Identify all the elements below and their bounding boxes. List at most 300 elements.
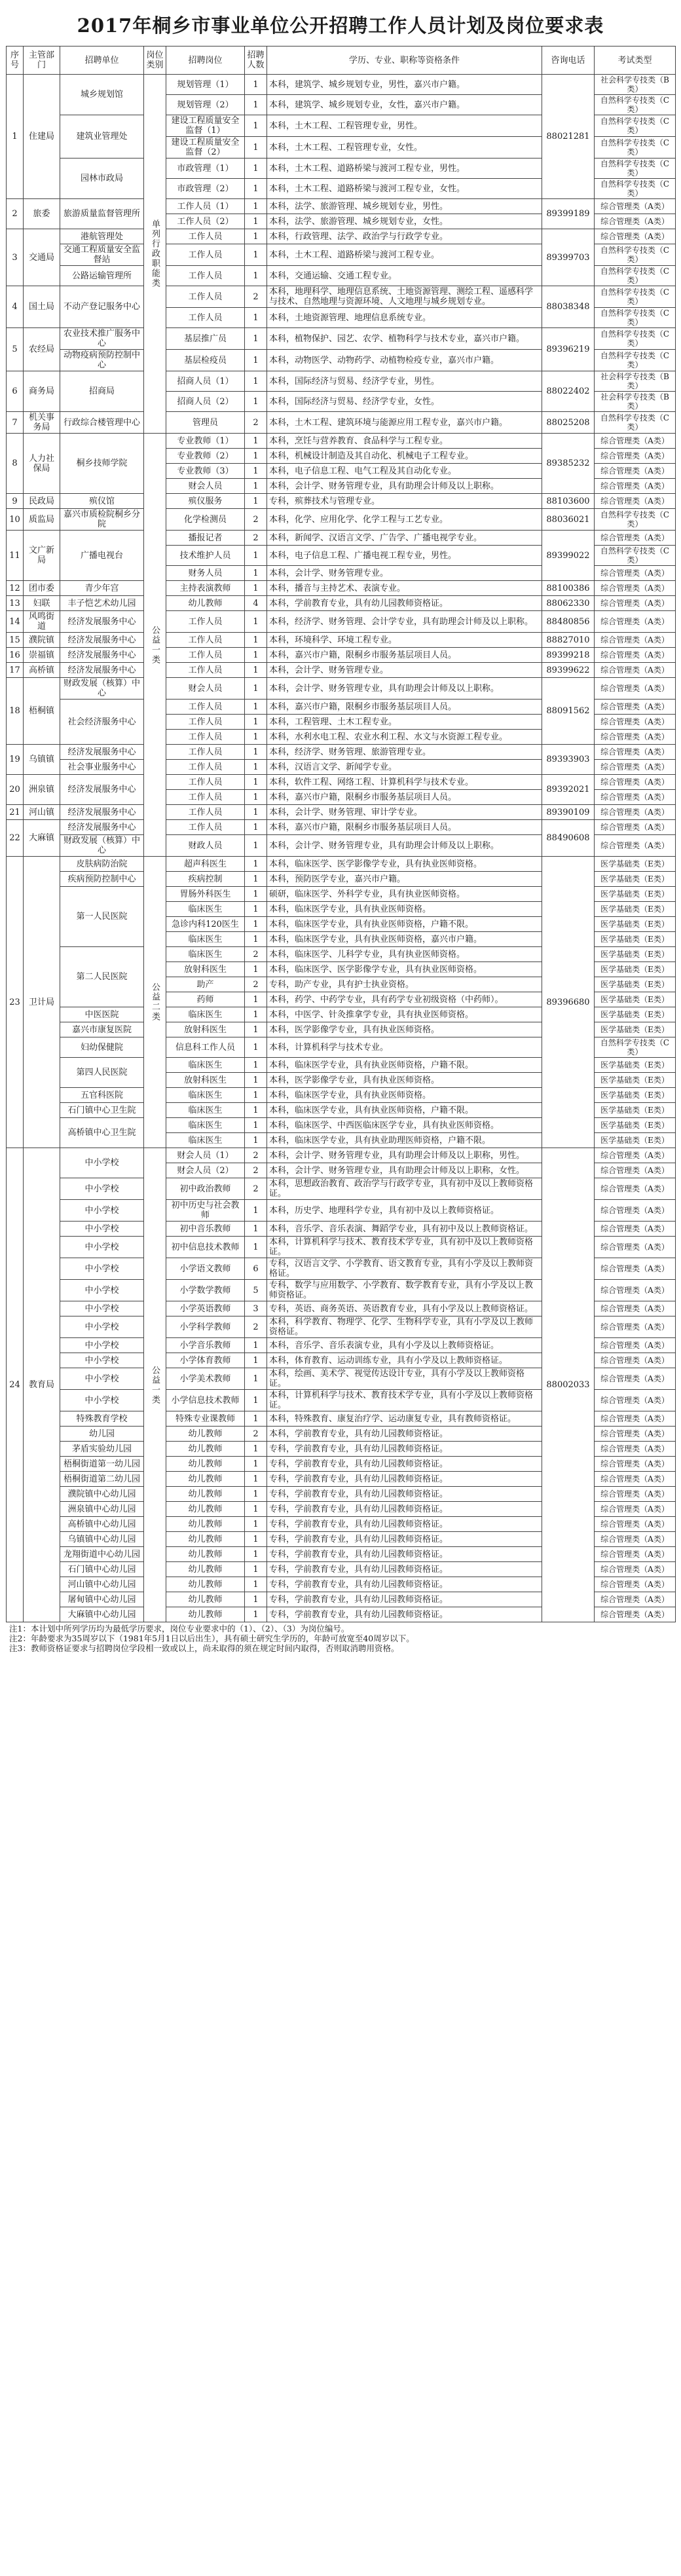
post-cell: 幼儿教师: [166, 1517, 245, 1532]
count-cell: 1: [245, 159, 267, 179]
exam-cell: 自然科学专技类（C类）: [595, 308, 676, 328]
header-category: 岗位类别: [144, 47, 166, 75]
requirements-cell: 本科，嘉兴市户籍，限桐乡市服务基层项目人员。: [267, 790, 542, 805]
count-cell: 1: [245, 678, 267, 700]
exam-cell: 医学基础类（E类）: [595, 1118, 676, 1133]
header-exam: 考试类型: [595, 47, 676, 75]
post-cell: 财会人员: [166, 479, 245, 494]
phone-cell: 89396219: [542, 328, 595, 371]
post-cell: 技术维护人员: [166, 546, 245, 566]
table-row: [7, 633, 676, 648]
count-cell: 1: [245, 1577, 267, 1592]
phone-cell: 88490608: [542, 820, 595, 857]
table-row: [7, 648, 676, 663]
seq-cell: 2: [7, 199, 24, 229]
requirements-cell: 本科，药学、中药学专业，具有药学专业初级资格（中药师）。: [267, 992, 542, 1007]
exam-cell: 医学基础类（E类）: [595, 857, 676, 872]
post-cell: 幼儿教师: [166, 1457, 245, 1472]
requirements-cell: 专科，学前教育专业，具有幼儿园教师资格证。: [267, 1562, 542, 1577]
exam-cell: 综合管理类（A类）: [595, 1237, 676, 1258]
count-cell: 1: [245, 1502, 267, 1517]
unit-cell: 中小学校: [60, 1280, 144, 1301]
table-row: [7, 434, 676, 449]
post-cell: 临床医生: [166, 1103, 245, 1118]
table-header-row: [7, 47, 676, 75]
count-cell: 1: [245, 115, 267, 137]
exam-cell: 医学基础类（E类）: [595, 1133, 676, 1148]
seq-cell: 10: [7, 509, 24, 531]
post-cell: 播报记者: [166, 531, 245, 546]
exam-cell: 综合管理类（A类）: [595, 745, 676, 760]
post-cell: 市政管理（2）: [166, 179, 245, 199]
table-row: [7, 857, 676, 872]
dept-cell: 农经局: [24, 328, 60, 371]
phone-cell: 88103600: [542, 494, 595, 509]
post-cell: 建设工程质量安全监督（1）: [166, 115, 245, 137]
count-cell: 1: [245, 1237, 267, 1258]
phone-cell: 89390109: [542, 805, 595, 820]
dept-cell: 濮院镇: [24, 633, 60, 648]
count-cell: 1: [245, 1472, 267, 1487]
table-row: [7, 611, 676, 633]
dept-cell: 国土局: [24, 286, 60, 328]
requirements-cell: 本科，经济学、财务管理、会计学专业，具有助理会计师及以上职称。: [267, 611, 542, 633]
header-dept: 主管部门: [24, 47, 60, 75]
count-cell: 1: [245, 1368, 267, 1390]
post-cell: 幼儿教师: [166, 1592, 245, 1607]
unit-cell: 桐乡技师学院: [60, 434, 144, 494]
count-cell: 2: [245, 509, 267, 531]
requirements-cell: 本科，临床医学、中西医临床医学专业，具有执业医师资格。: [267, 1118, 542, 1133]
requirements-cell: 本科，环境科学、环境工程专业。: [267, 633, 542, 648]
table-row: [7, 371, 676, 392]
unit-cell: 中小学校: [60, 1200, 144, 1222]
post-cell: 工作人员: [166, 715, 245, 730]
count-cell: 1: [245, 1517, 267, 1532]
exam-cell: 医学基础类（E类）: [595, 992, 676, 1007]
unit-cell: 中小学校: [60, 1353, 144, 1368]
count-cell: 1: [245, 835, 267, 857]
count-cell: 1: [245, 917, 267, 932]
unit-cell: 第二人民医院: [60, 947, 144, 1007]
count-cell: 1: [245, 244, 267, 266]
unit-cell: 中小学校: [60, 1148, 144, 1178]
exam-cell: 医学基础类（E类）: [595, 1103, 676, 1118]
count-cell: 1: [245, 745, 267, 760]
unit-cell: 五官科医院: [60, 1088, 144, 1103]
seq-cell: 22: [7, 820, 24, 857]
requirements-cell: 本科，化学、应用化学、化学工程与工艺专业。: [267, 509, 542, 531]
exam-cell: 综合管理类（A类）: [595, 1148, 676, 1163]
dept-cell: 团市委: [24, 581, 60, 596]
header-count: 招聘人数: [245, 47, 267, 75]
requirements-cell: 本科，土木工程、工程管理专业，男性。: [267, 115, 542, 137]
exam-cell: 医学基础类（E类）: [595, 887, 676, 902]
unit-cell: 疾病预防控制中心: [60, 872, 144, 887]
phone-cell: 88025208: [542, 412, 595, 434]
post-cell: 财会人员（1）: [166, 1148, 245, 1163]
requirements-cell: 本科，思想政治教育、政治学与行政学专业，具有初中及以上教师资格证。: [267, 1178, 542, 1200]
count-cell: 1: [245, 663, 267, 678]
requirements-cell: 本科，建筑学、城乡规划专业，男性，嘉兴市户籍。: [267, 75, 542, 95]
count-cell: 1: [245, 1411, 267, 1427]
requirements-cell: 本科，科学教育、物理学、化学、生物科学专业，具有小学及以上教师资格证。: [267, 1316, 542, 1338]
footnote: 注1：本计划中所列学历均为最低学历要求，岗位专业要求中的（1）、（2）、（3）为岗位编号。: [9, 1624, 350, 1633]
exam-cell: 自然科学专技类（C类）: [595, 546, 676, 566]
post-cell: 幼儿教师: [166, 1547, 245, 1562]
exam-cell: 自然科学专技类（C类）: [595, 1037, 676, 1058]
post-cell: 工作人员: [166, 266, 245, 286]
requirements-cell: 本科，医学影像学专业，具有执业医师资格。: [267, 1022, 542, 1037]
requirements-cell: 本科，临床医学专业，具有执业医师资格，户籍不限。: [267, 1103, 542, 1118]
phone-cell: 89399189: [542, 199, 595, 229]
seq-cell: 21: [7, 805, 24, 820]
post-cell: 幼儿教师: [166, 1487, 245, 1502]
exam-cell: 医学基础类（E类）: [595, 977, 676, 992]
phone-cell: 88022402: [542, 371, 595, 412]
dept-cell: 商务局: [24, 371, 60, 412]
unit-cell: 经济发展服务中心: [60, 745, 144, 760]
count-cell: 5: [245, 1280, 267, 1301]
count-cell: 1: [245, 932, 267, 947]
unit-cell: 大麻镇中心幼儿园: [60, 1607, 144, 1622]
post-cell: 工作人员: [166, 775, 245, 790]
seq-cell: 16: [7, 648, 24, 663]
count-cell: 1: [245, 760, 267, 775]
count-cell: 2: [245, 977, 267, 992]
requirements-cell: 本科，学前教育专业，具有幼儿园教师资格证。: [267, 1427, 542, 1442]
requirements-cell: 专科，学前教育专业，具有幼儿园教师资格证。: [267, 1532, 542, 1547]
requirements-cell: 本科，机械设计制造及其自动化、机械电子工程专业。: [267, 449, 542, 464]
exam-cell: 综合管理类（A类）: [595, 715, 676, 730]
seq-cell: 6: [7, 371, 24, 412]
exam-cell: 自然科学专技类（C类）: [595, 159, 676, 179]
requirements-cell: 专科，学前教育专业，具有幼儿园教师资格证。: [267, 1502, 542, 1517]
post-cell: 工作人员: [166, 648, 245, 663]
post-cell: 工作人员（2）: [166, 214, 245, 229]
seq-cell: 12: [7, 581, 24, 596]
exam-cell: 综合管理类（A类）: [595, 1562, 676, 1577]
requirements-cell: 本科，临床医学专业，具有执业医师资格，户籍不限。: [267, 917, 542, 932]
unit-cell: 妇幼保健院: [60, 1037, 144, 1058]
unit-cell: 中小学校: [60, 1301, 144, 1316]
requirements-cell: 本科，计算机科学与技术、教育技术学专业，具有初中及以上教师资格证。: [267, 1237, 542, 1258]
post-cell: 基层检疫员: [166, 350, 245, 371]
post-cell: 幼儿教师: [166, 1562, 245, 1577]
requirements-cell: 本科，音乐学、音乐表演专业，具有小学及以上教师资格证。: [267, 1338, 542, 1353]
requirements-cell: 本科，会计学、财务管理专业，具有助理会计师及以上职称。: [267, 835, 542, 857]
post-cell: 药师: [166, 992, 245, 1007]
count-cell: 1: [245, 308, 267, 328]
seq-cell: 23: [7, 857, 24, 1148]
unit-cell: 嘉兴市质检院桐乡分院: [60, 509, 144, 531]
requirements-cell: 本科，计算机科学与技术、教育技术学专业，具有小学及以上教师资格证。: [267, 1390, 542, 1411]
post-cell: 专业教师（1）: [166, 434, 245, 449]
post-cell: 超声科医生: [166, 857, 245, 872]
post-cell: 工作人员: [166, 700, 245, 715]
unit-cell: 殡仪馆: [60, 494, 144, 509]
count-cell: 1: [245, 648, 267, 663]
exam-cell: 综合管理类（A类）: [595, 229, 676, 244]
requirements-cell: 专科，英语、商务英语、英语教育专业，具有小学及以上教师资格证。: [267, 1301, 542, 1316]
post-cell: 幼儿教师: [166, 1442, 245, 1457]
count-cell: 1: [245, 805, 267, 820]
count-cell: 1: [245, 1487, 267, 1502]
post-cell: 财会人员（2）: [166, 1163, 245, 1178]
count-cell: 1: [245, 1353, 267, 1368]
count-cell: 1: [245, 464, 267, 479]
count-cell: 1: [245, 1442, 267, 1457]
exam-cell: 综合管理类（A类）: [595, 611, 676, 633]
post-cell: 殡仪服务: [166, 494, 245, 509]
count-cell: 4: [245, 596, 267, 611]
post-cell: 工作人员: [166, 663, 245, 678]
phone-cell: 89392021: [542, 775, 595, 805]
requirements-cell: 本科，烹饪与营养教育、食品科学与工程专业。: [267, 434, 542, 449]
phone-cell: 89399022: [542, 531, 595, 581]
category-cell: 公益二类: [144, 857, 166, 1148]
post-cell: 临床医生: [166, 1088, 245, 1103]
dept-cell: 妇联: [24, 596, 60, 611]
post-cell: 信息科工作人员: [166, 1037, 245, 1058]
dept-cell: 风鸣街道: [24, 611, 60, 633]
requirements-cell: 专科，学前教育专业，具有幼儿园教师资格证。: [267, 1517, 542, 1532]
post-cell: 工作人员: [166, 244, 245, 266]
requirements-cell: 本科，工程管理、土木工程专业。: [267, 715, 542, 730]
post-cell: 财会人员: [166, 678, 245, 700]
requirements-cell: 本科，交通运输、交通工程专业。: [267, 266, 542, 286]
table-row: [7, 820, 676, 835]
requirements-cell: 本科，临床医学、儿科学专业，具有执业医师资格。: [267, 947, 542, 962]
count-cell: 2: [245, 1427, 267, 1442]
unit-cell: 交通工程质量安全监督站: [60, 244, 144, 266]
requirements-cell: 专科，学前教育专业，具有幼儿园教师资格证。: [267, 1472, 542, 1487]
count-cell: 1: [245, 1118, 267, 1133]
unit-cell: 不动产登记服务中心: [60, 286, 144, 328]
requirements-cell: 本科，土木工程、道路桥梁与渡河工程专业，男性。: [267, 159, 542, 179]
exam-cell: 综合管理类（A类）: [595, 464, 676, 479]
post-cell: 招商人员（2）: [166, 392, 245, 412]
seq-cell: 18: [7, 678, 24, 745]
dept-cell: 教育局: [24, 1148, 60, 1622]
requirements-cell: 本科，特殊教育、康复治疗学、运动康复专业，具有教师资格证。: [267, 1411, 542, 1427]
requirements-cell: 本科，嘉兴市户籍，限桐乡市服务基层项目人员。: [267, 820, 542, 835]
table-row: [7, 509, 676, 531]
unit-cell: 经济发展服务中心: [60, 805, 144, 820]
exam-cell: 综合管理类（A类）: [595, 1280, 676, 1301]
requirements-cell: 本科，经济学、财务管理、旅游管理专业。: [267, 745, 542, 760]
exam-cell: 综合管理类（A类）: [595, 1338, 676, 1353]
post-cell: 规划管理（2）: [166, 95, 245, 115]
dept-cell: 交通局: [24, 229, 60, 286]
count-cell: 1: [245, 962, 267, 977]
count-cell: 1: [245, 730, 267, 745]
post-cell: 工作人员: [166, 633, 245, 648]
exam-cell: 医学基础类（E类）: [595, 1022, 676, 1037]
post-cell: 基层推广员: [166, 328, 245, 350]
unit-cell: 园林市政局: [60, 159, 144, 199]
unit-cell: 特殊教育学校: [60, 1411, 144, 1427]
requirements-cell: 专科，学前教育专业，具有幼儿园教师资格证。: [267, 1577, 542, 1592]
post-cell: 临床医生: [166, 1058, 245, 1073]
count-cell: 2: [245, 1148, 267, 1163]
unit-cell: 高桥镇中心卫生院: [60, 1118, 144, 1148]
seq-cell: 8: [7, 434, 24, 494]
unit-cell: 动物疫病预防控制中心: [60, 350, 144, 371]
post-cell: 临床医生: [166, 1118, 245, 1133]
exam-cell: 综合管理类（A类）: [595, 434, 676, 449]
requirements-cell: 本科，土木工程、工程管理专业，女性。: [267, 137, 542, 159]
exam-cell: 综合管理类（A类）: [595, 1163, 676, 1178]
unit-cell: 社会经济服务中心: [60, 700, 144, 745]
seq-cell: 4: [7, 286, 24, 328]
post-cell: 放射科医生: [166, 1073, 245, 1088]
seq-cell: 14: [7, 611, 24, 633]
exam-cell: 综合管理类（A类）: [595, 1368, 676, 1390]
requirements-cell: 专科，学前教育专业，具有幼儿园教师资格证。: [267, 1547, 542, 1562]
unit-cell: 青少年宫: [60, 581, 144, 596]
phone-cell: 88038348: [542, 286, 595, 328]
exam-cell: 医学基础类（E类）: [595, 962, 676, 977]
count-cell: 1: [245, 546, 267, 566]
requirements-cell: 本科，法学、旅游管理、城乡规划专业，女性。: [267, 214, 542, 229]
exam-cell: 自然科学专技类（C类）: [595, 266, 676, 286]
exam-cell: 社会科学专技类（B类）: [595, 371, 676, 392]
seq-cell: 7: [7, 412, 24, 434]
exam-cell: 综合管理类（A类）: [595, 566, 676, 581]
phone-cell: 88100386: [542, 581, 595, 596]
post-cell: 小学英语教师: [166, 1301, 245, 1316]
post-cell: 初中政治教师: [166, 1178, 245, 1200]
footnote: 注2：年龄要求为35周岁以下（1981年5月1日以后出生），具有硕士研究生学历的，年龄可放宽至40周岁以下。: [9, 1633, 414, 1643]
exam-cell: 综合管理类（A类）: [595, 531, 676, 546]
post-cell: 工作人员: [166, 820, 245, 835]
post-cell: 小学信息技术教师: [166, 1390, 245, 1411]
post-cell: 临床医生: [166, 932, 245, 947]
exam-cell: 综合管理类（A类）: [595, 1411, 676, 1427]
seq-cell: 9: [7, 494, 24, 509]
count-cell: 1: [245, 1058, 267, 1073]
table-row: [7, 328, 676, 350]
unit-cell: 洲泉镇中心幼儿园: [60, 1502, 144, 1517]
requirements-cell: 本科，学前教育专业，具有幼儿园教师资格证。: [267, 596, 542, 611]
header-requirements: 学历、专业、职称等资格条件: [267, 47, 542, 75]
seq-cell: 17: [7, 663, 24, 678]
phone-cell: 88062330: [542, 596, 595, 611]
table-row: [7, 805, 676, 820]
dept-cell: 人力社保局: [24, 434, 60, 494]
post-cell: 助产: [166, 977, 245, 992]
requirements-cell: 本科，会计学、财务管理专业。: [267, 663, 542, 678]
count-cell: 1: [245, 857, 267, 872]
count-cell: 2: [245, 1178, 267, 1200]
count-cell: 1: [245, 1607, 267, 1622]
post-cell: 小学数学教师: [166, 1280, 245, 1301]
exam-cell: 综合管理类（A类）: [595, 1316, 676, 1338]
requirements-cell: 本科，临床医学专业，具有执业医师资格，户籍不限。: [267, 1058, 542, 1073]
post-cell: 建设工程质量安全监督（2）: [166, 137, 245, 159]
exam-cell: 医学基础类（E类）: [595, 932, 676, 947]
dept-cell: 质监局: [24, 509, 60, 531]
post-cell: 初中信息技术教师: [166, 1237, 245, 1258]
table-row: [7, 678, 676, 700]
exam-cell: 综合管理类（A类）: [595, 1592, 676, 1607]
document-title: 2017年桐乡市事业单位公开招聘工作人员计划及岗位要求表: [77, 14, 604, 37]
unit-cell: 第四人民医院: [60, 1058, 144, 1088]
dept-cell: 梧桐镇: [24, 678, 60, 745]
post-cell: 急诊内科120医生: [166, 917, 245, 932]
exam-cell: 综合管理类（A类）: [595, 449, 676, 464]
requirements-cell: 专科，学前教育专业，具有幼儿园教师资格证。: [267, 1457, 542, 1472]
unit-cell: 河山镇中心幼儿园: [60, 1577, 144, 1592]
count-cell: 1: [245, 775, 267, 790]
exam-cell: 综合管理类（A类）: [595, 648, 676, 663]
exam-cell: 医学基础类（E类）: [595, 1073, 676, 1088]
exam-cell: 自然科学专技类（C类）: [595, 137, 676, 159]
requirements-cell: 本科，电子信息工程、电气工程及其自动化专业。: [267, 464, 542, 479]
dept-cell: 文广新局: [24, 531, 60, 581]
unit-cell: 高桥镇中心幼儿园: [60, 1517, 144, 1532]
exam-cell: 综合管理类（A类）: [595, 760, 676, 775]
exam-cell: 综合管理类（A类）: [595, 1502, 676, 1517]
post-cell: 幼儿教师: [166, 1577, 245, 1592]
exam-cell: 综合管理类（A类）: [595, 1487, 676, 1502]
post-cell: 市政管理（1）: [166, 159, 245, 179]
exam-cell: 综合管理类（A类）: [595, 820, 676, 835]
post-cell: 幼儿教师: [166, 596, 245, 611]
unit-cell: 中小学校: [60, 1237, 144, 1258]
post-cell: 工作人员: [166, 229, 245, 244]
exam-cell: 医学基础类（E类）: [595, 872, 676, 887]
count-cell: 1: [245, 1222, 267, 1237]
count-cell: 1: [245, 566, 267, 581]
phone-cell: 89399703: [542, 229, 595, 286]
unit-cell: 嘉兴市康复医院: [60, 1022, 144, 1037]
count-cell: 6: [245, 1258, 267, 1280]
post-cell: 工作人员: [166, 730, 245, 745]
unit-cell: 城乡规划馆: [60, 75, 144, 115]
count-cell: 1: [245, 1007, 267, 1022]
exam-cell: 综合管理类（A类）: [595, 1442, 676, 1457]
unit-cell: 梧桐街道第一幼儿园: [60, 1457, 144, 1472]
post-cell: 幼儿教师: [166, 1472, 245, 1487]
count-cell: 2: [245, 531, 267, 546]
exam-cell: 综合管理类（A类）: [595, 199, 676, 214]
count-cell: 1: [245, 266, 267, 286]
requirements-cell: 本科，临床医学专业，具有执业医师资格。: [267, 902, 542, 917]
count-cell: 1: [245, 820, 267, 835]
post-cell: 幼儿教师: [166, 1607, 245, 1622]
unit-cell: 中小学校: [60, 1368, 144, 1390]
table-row: [7, 199, 676, 214]
seq-cell: 3: [7, 229, 24, 286]
unit-cell: 经济发展服务中心: [60, 775, 144, 805]
post-cell: 工作人员: [166, 805, 245, 820]
post-cell: 工作人员: [166, 790, 245, 805]
requirements-cell: 本科，临床医学专业，具有执业医师资格，嘉兴市户籍。: [267, 932, 542, 947]
unit-cell: 梧桐街道第二幼儿园: [60, 1472, 144, 1487]
phone-cell: 88091562: [542, 678, 595, 745]
dept-cell: 乌镇镇: [24, 745, 60, 775]
post-cell: 幼儿教师: [166, 1502, 245, 1517]
exam-cell: 综合管理类（A类）: [595, 835, 676, 857]
unit-cell: 中小学校: [60, 1390, 144, 1411]
dept-cell: 崇福镇: [24, 648, 60, 663]
unit-cell: 经济发展服务中心: [60, 820, 144, 835]
requirements-cell: 本科，临床医学专业，具有执业助理医师资格，户籍不限。: [267, 1133, 542, 1148]
count-cell: 2: [245, 947, 267, 962]
table-row: [7, 775, 676, 790]
